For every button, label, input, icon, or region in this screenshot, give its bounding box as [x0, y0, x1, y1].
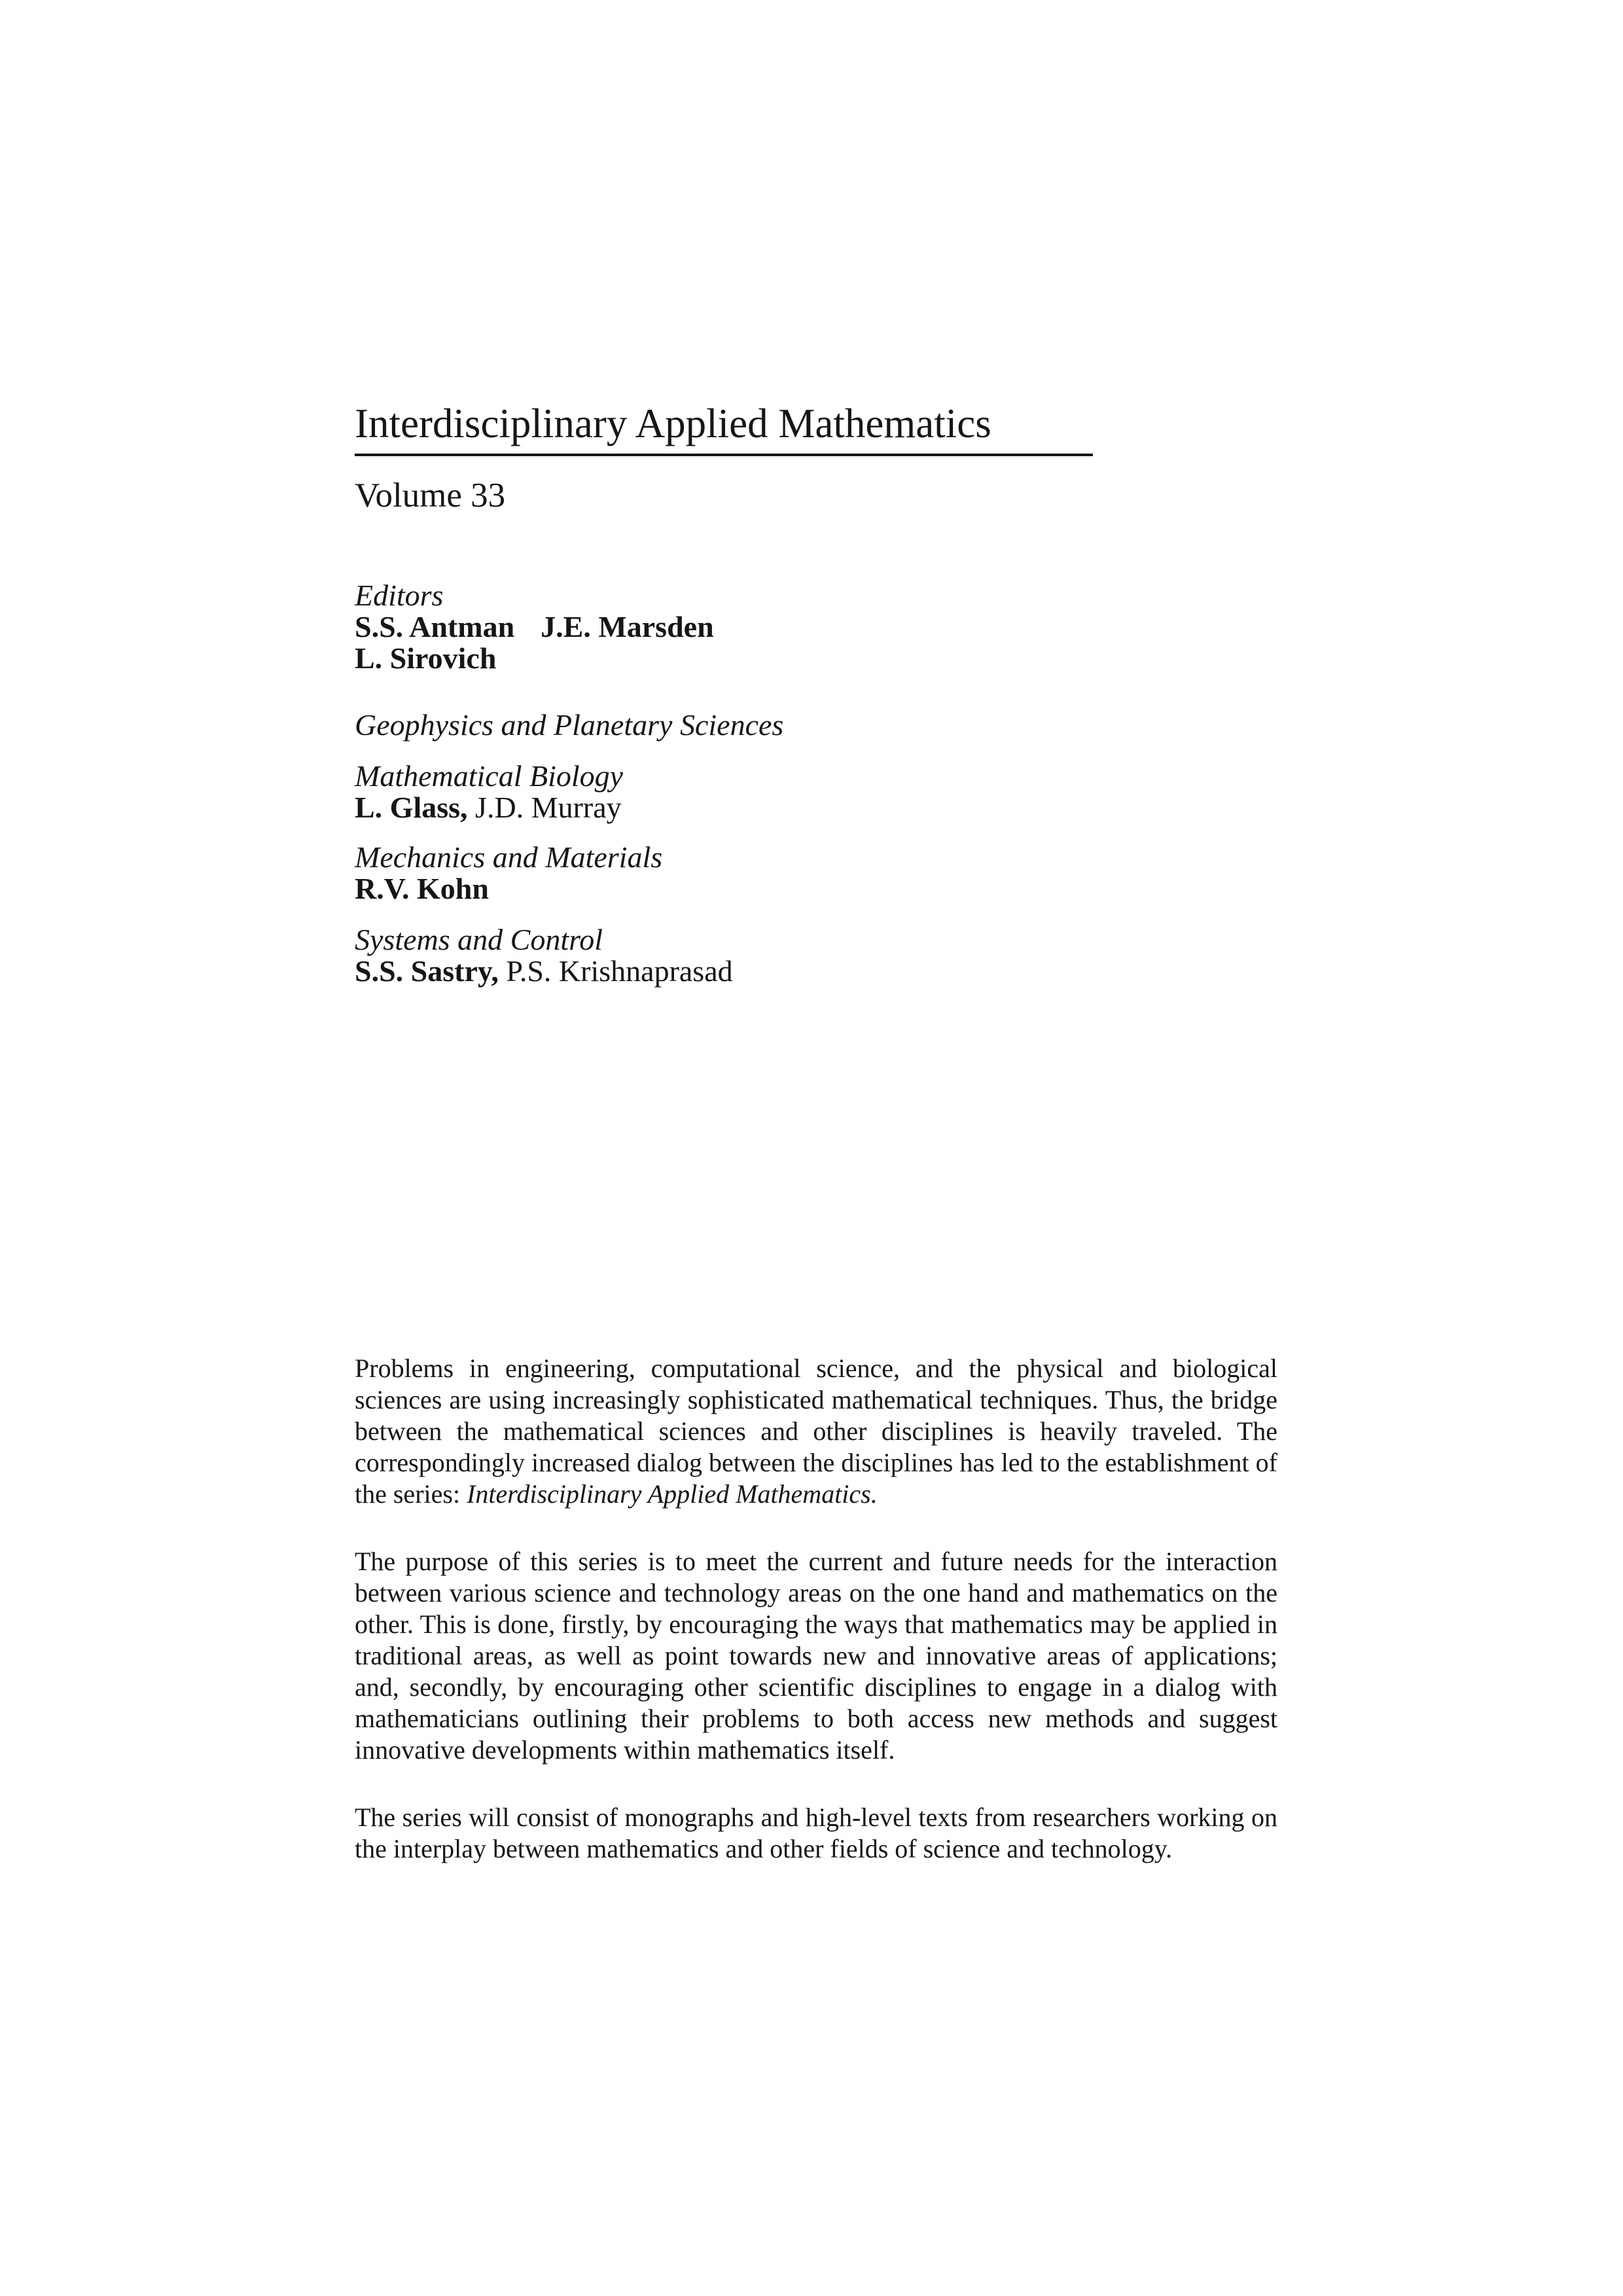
category-geophysics-and-planetary-sciences [355, 709, 783, 741]
category-editor-name: S.S. Sastry, [355, 954, 499, 988]
category-editor-name: J.D. Murray [467, 791, 622, 824]
category-mathematical-biology [355, 761, 623, 823]
category-editor-name: P.S. Krishnaprasad [498, 954, 733, 988]
paragraph [355, 1353, 1277, 1510]
series-title: Interdisciplinary Applied Mathematics [355, 399, 1093, 456]
editors-heading: Editors [355, 579, 444, 612]
category-editor-name: R.V. Kohn [355, 872, 489, 905]
editor-name: S.S. Antman [355, 610, 515, 643]
volume-number: Volume 33 [355, 476, 506, 514]
editors-section [355, 580, 714, 674]
category-editors [355, 873, 662, 905]
category-editor-name: L. Glass, [355, 791, 468, 824]
paragraph-text: Problems in engineering, computational science, and the physical and biological sciences are using increasingly sophisticated mathematical techniques. Thus, the bridge between the mathematical sciences and other disciplines is heavily traveled. The correspondingly increased dialog between the disciplines has led to the establishment of the series: [355, 1354, 1277, 1509]
category-field: Systems and Control [355, 923, 603, 956]
category-editors [355, 792, 623, 823]
category-field: Geophysics and Planetary Sciences [355, 708, 784, 742]
series-name-italic: Interdisciplinary Applied Mathematics. [467, 1479, 878, 1509]
paragraph: The series will consist of monographs and high-level texts from researchers working on the interplay between mathematics and other fields of science and technology. [355, 1803, 1277, 1863]
category-field: Mechanics and Materials [355, 840, 663, 874]
category-field: Mathematical Biology [355, 759, 624, 793]
editor-name: L. Sirovich [355, 641, 497, 675]
category-systems-and-control [355, 924, 733, 987]
category-editors [355, 956, 733, 987]
category-mechanics-and-materials [355, 842, 662, 905]
paragraph: The purpose of this series is to meet the current and future needs for the interaction between various science and technology areas on the one hand and mathematics on the other. This is done, firstly, by encouraging the ways that mathematics may be applied in traditional areas, as well as point towards new and innovative areas of applications; and, secondly, by encouraging other scientific disciplines to engage in a dialog with mathematicians outlining their problems to both access new methods and suggest innovative developments within mathematics itself. [355, 1547, 1277, 1765]
editors-row-1 [355, 611, 714, 643]
editors-row-2 [355, 643, 714, 674]
editor-name: J.E. Marsden [541, 610, 714, 643]
series-description [355, 1353, 1277, 1865]
